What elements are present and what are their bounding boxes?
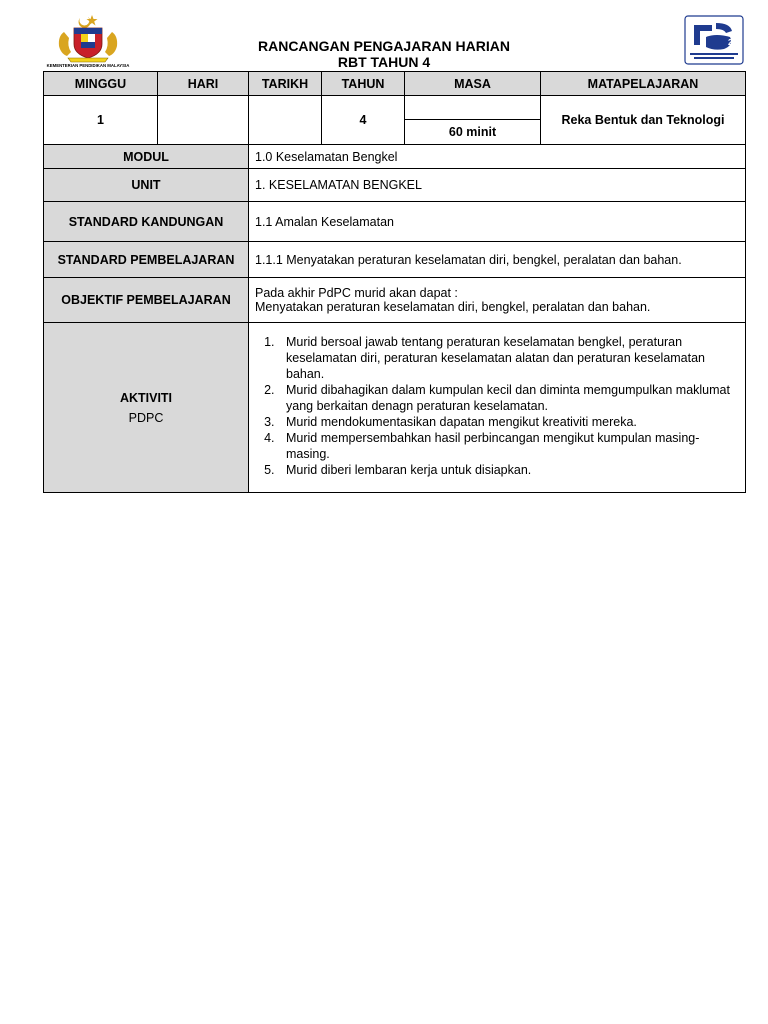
list-item: 5. Murid diberi lembaran kerja untuk disiapkan. xyxy=(278,462,739,478)
aktiviti-row xyxy=(44,323,746,493)
modul-label: MODUL xyxy=(44,145,249,169)
standard-kandungan-label: STANDARD KANDUNGAN xyxy=(44,202,249,242)
badge-number: 25 xyxy=(728,38,737,47)
col-minggu: MINGGU xyxy=(44,72,158,96)
col-matapelajaran: MATAPELAJARAN xyxy=(541,72,746,96)
list-item: 4. Murid mempersembahkan hasil perbincangan mengikut kumpulan masing-masing. xyxy=(278,430,739,462)
unit-label: UNIT xyxy=(44,169,249,202)
aktiviti-label-line-1: AKTIVITI xyxy=(119,390,173,405)
list-item: 3. Murid mendokumentasikan dapatan mengikut kreativiti mereka. xyxy=(278,414,739,430)
col-tarikh: TARIKH xyxy=(249,72,322,96)
info-row xyxy=(44,96,746,120)
col-masa: MASA xyxy=(405,72,541,96)
masa-time-value xyxy=(405,96,541,120)
aktiviti-list xyxy=(255,334,739,478)
page-title: RANCANGAN PENGAJARAN HARIAN xyxy=(257,38,510,54)
minggu-value: 1 xyxy=(44,96,158,145)
matapelajaran-value: Reka Bentuk dan Teknologi xyxy=(541,96,746,145)
col-tahun: TAHUN xyxy=(322,72,405,96)
hari-value xyxy=(158,96,249,145)
objektif-value xyxy=(249,278,746,323)
standard-kandungan-row xyxy=(44,202,746,242)
objektif-label: OBJEKTIF PEMBELAJARAN xyxy=(44,278,249,323)
objektif-line-1: Pada akhir PdPC murid akan dapat : xyxy=(255,286,458,300)
lesson-plan-table xyxy=(43,71,746,493)
standard-pembelajaran-row xyxy=(44,242,746,278)
standard-kandungan-value: 1.1 Amalan Keselamatan xyxy=(249,202,746,242)
aktiviti-value xyxy=(249,323,746,493)
aktiviti-label xyxy=(44,323,249,493)
unit-value: 1. KESELAMATAN BENGKEL xyxy=(249,169,746,202)
standard-pembelajaran-value: 1.1.1 Menyatakan peraturan keselamatan diri, bengkel, peralatan dan bahan. xyxy=(249,242,746,278)
standard-pembelajaran-label: STANDARD PEMBELAJARAN xyxy=(44,242,249,278)
tahun-value: 4 xyxy=(322,96,405,145)
objektif-row xyxy=(44,278,746,323)
masa-duration-value: 60 minit xyxy=(405,120,541,145)
modul-row xyxy=(44,145,746,169)
header-row xyxy=(44,72,746,96)
modul-value: 1.0 Keselamatan Bengkel xyxy=(249,145,746,169)
tarikh-value xyxy=(249,96,322,145)
page-subtitle: RBT TAHUN 4 xyxy=(337,54,431,70)
ministry-caption: KEMENTERIAN PENDIDIKAN MALAYSIA xyxy=(46,63,130,68)
list-item: 1. Murid bersoal jawab tentang peraturan keselamatan bengkel, peraturan keselamatan diri, peraturan keselamatan alatan dan peraturan keselamatan bahan. xyxy=(278,334,739,382)
objektif-line-2: Menyatakan peraturan keselamatan diri, bengkel, peralatan dan bahan. xyxy=(255,300,651,314)
aktiviti-label-line-2: PDPC xyxy=(128,410,164,425)
unit-row xyxy=(44,169,746,202)
list-item: 2. Murid dibahagikan dalam kumpulan kecil dan diminta memgumpulkan maklumat yang berkaitan denagn peraturan keselamatan. xyxy=(278,382,739,414)
col-hari: HARI xyxy=(158,72,249,96)
